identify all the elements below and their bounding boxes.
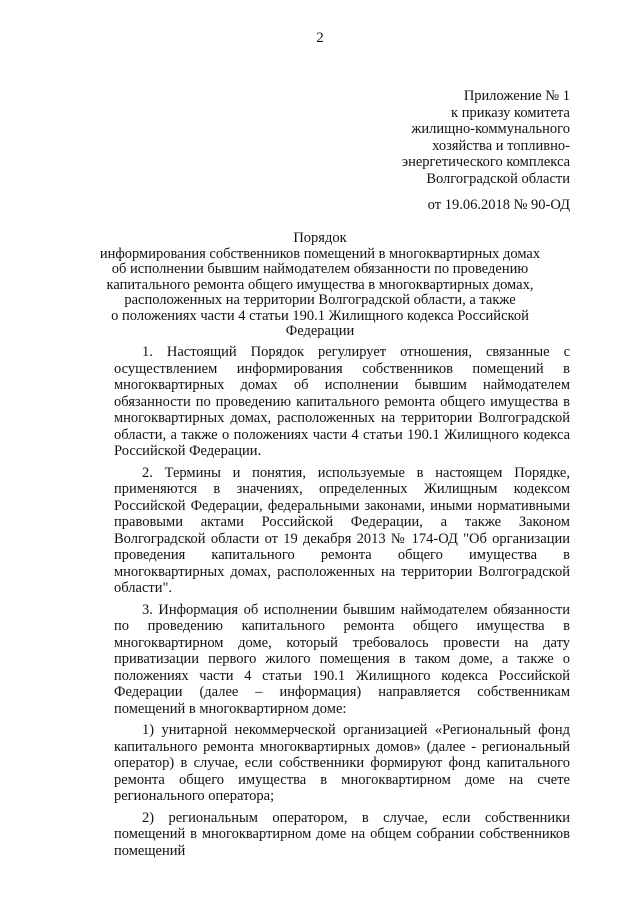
paragraph-3-item-1: 1) унитарной некоммерческой организацией «Региональный фонд капитального ремонта многоквартирных домов» (далее - региональный оператор) в случае, если собственники формируют фонд капитального ремонта общего имущества в многоквартирном доме на счете регионального оператора;: [114, 722, 570, 804]
paragraph-1: 1. Настоящий Порядок регулирует отношения, связанные с осуществлением информирования собственников помещений в многоквартирных домах об исполнении бывшим наймодателем обязанности по проведению капитального ремонта общего имущества в многоквартирных домах, расположенных на территории Волгоградской области, а также о положениях части 4 статьи 190.1 Жилищного кодекса Российской Федерации.: [114, 344, 570, 459]
document-title: [70, 231, 570, 340]
appendix-line: Волгоградской области: [426, 170, 570, 187]
appendix-date: от 19.06.2018 № 90-ОД: [427, 197, 570, 213]
title-line: Порядок: [293, 230, 347, 246]
appendix-line: к приказу комитета: [451, 104, 570, 121]
title-line: капитального ремонта общего имущества в многоквартирных домах,: [106, 276, 534, 293]
title-line: Федерации: [285, 323, 355, 339]
appendix-line: жилищно-коммунального: [411, 121, 570, 137]
title-line: об исполнении бывшим наймодателем обязанности по проведению: [111, 261, 529, 277]
appendix-block: [402, 88, 570, 214]
appendix-line: хозяйства и топливно-: [432, 137, 570, 154]
document-body: [114, 344, 570, 864]
title-line: о положениях части 4 статьи 190.1 Жилищного кодекса Российской: [111, 307, 529, 324]
paragraph-3-item-2: 2) региональным оператором, в случае, если собственники помещений в многоквартирном доме на общем собрании собственников помещений: [114, 809, 570, 859]
paragraph-3: 3. Информация об исполнении бывшим наймодателем обязанности по проведению капитального ремонта общего имущества в многоквартирном доме, который требовалось провести на дату приватизации первого жилого помещения в таком доме, а также о положениях части 4 статьи 190.1 Жилищного кодекса Российской Федерации (далее – информация) направляется собственникам помещений в многоквартирном доме:: [114, 601, 570, 717]
page-number: 2: [316, 30, 324, 46]
appendix-line: энергетического комплекса: [401, 154, 570, 170]
title-line: информирования собственников помещений в многоквартирных домах: [99, 245, 541, 262]
appendix-line: Приложение № 1: [463, 88, 570, 104]
paragraph-2: 2. Термины и понятия, используемые в настоящем Порядке, применяются в значениях, определенных Жилищным кодексом Российской Федерации, федеральными законами, иными нормативными правовыми актами Российской Федерации, а также Законом Волгоградской области от 19 декабря 2013 № 174-ОД "Об организации проведения капитального ремонта общего имущества в многоквартирных домах, расположенных на территории Волгоградской области".: [114, 464, 570, 596]
title-line: расположенных на территории Волгоградской области, а также: [124, 292, 516, 308]
